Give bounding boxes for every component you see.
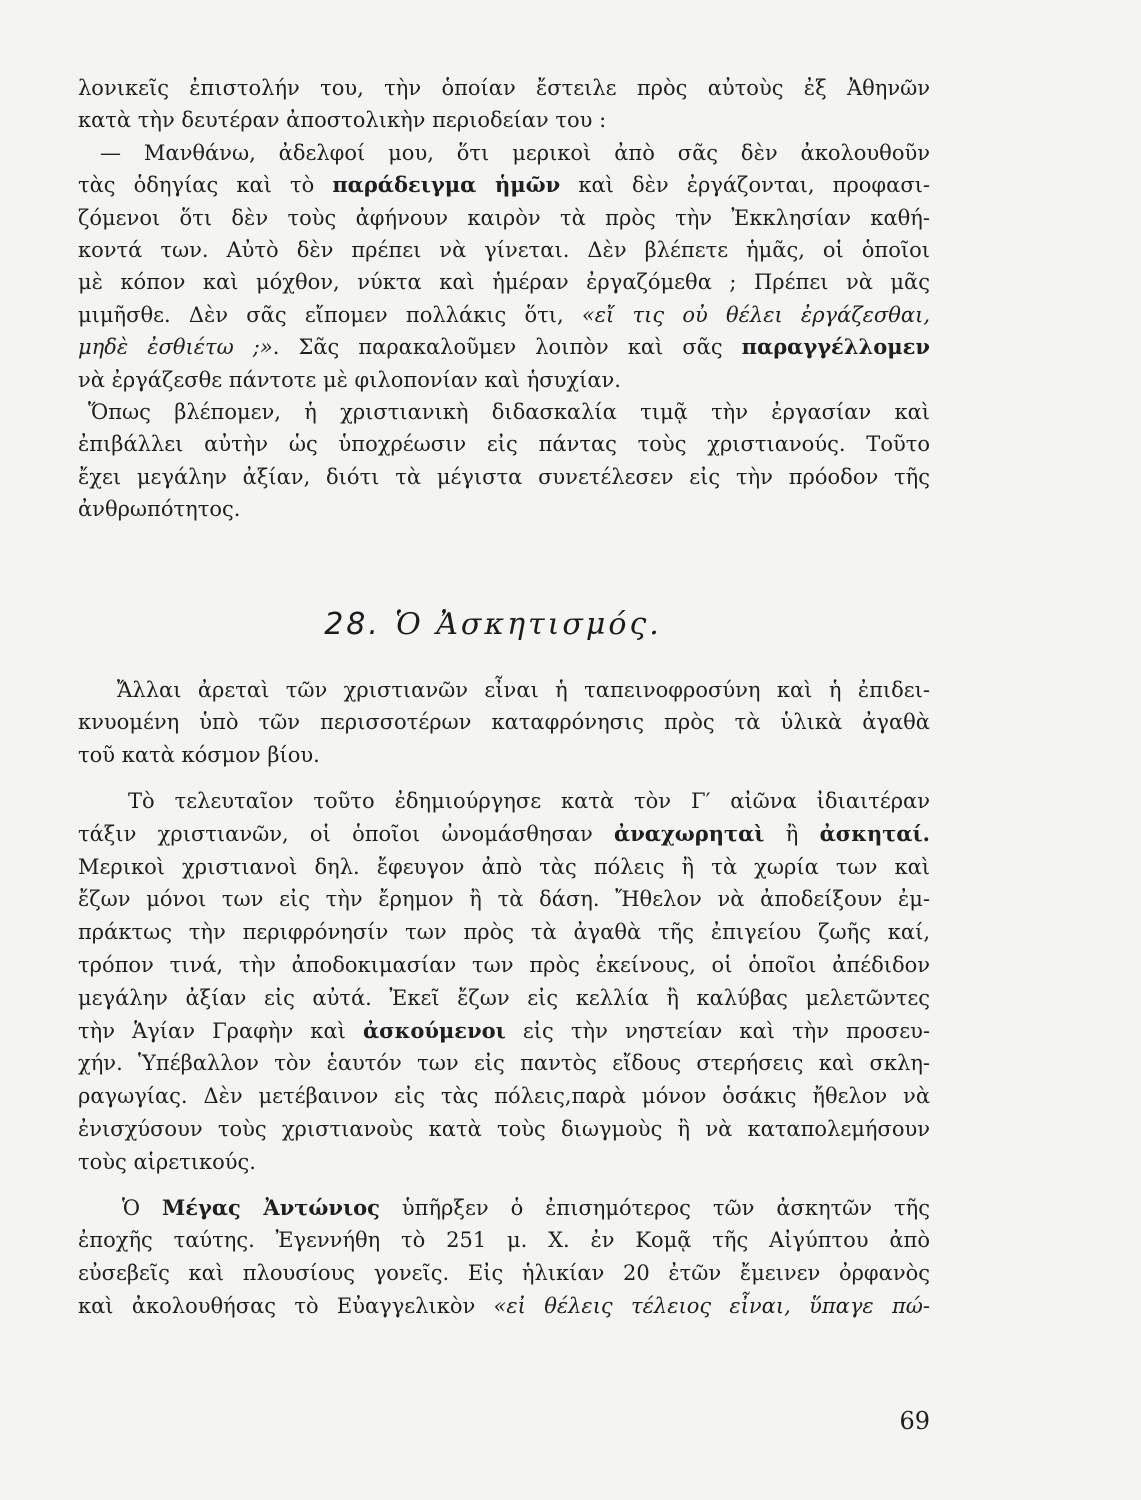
text-segment: — Μανθάνω, ἀδελφοί μου, ὅτι μερικοὶ ἀπὸ σᾶς δὲν ἀκολουθοῦν: [100, 140, 930, 165]
bold-text: ἀσκηταί.: [819, 820, 930, 846]
chapter-number: 28.: [324, 607, 381, 642]
text-line: [78, 1080, 930, 1113]
text-line: [78, 1015, 930, 1048]
paragraph: [78, 72, 930, 137]
text-segment: μιμῆσθε. Δὲν σᾶς εἴπομεν πολλάκις ὅτι,: [78, 302, 582, 327]
text-line: [78, 1290, 930, 1323]
text-segment: μὲ κόπον καὶ μόχθον, νύκτα καὶ ἡμέραν ἐργαζόμεθα ; Πρέπει νὰ μᾶς: [78, 270, 930, 295]
text-line: [78, 104, 930, 136]
text-segment: ἀνθρωπότητος.: [78, 497, 241, 522]
text-segment: ἔχει μεγάλην ἀξίαν, διότι τὰ μέγιστα συνετέλεσεν εἰς τὴν πρόοδον τῆς: [78, 464, 930, 489]
text-line: [78, 818, 930, 851]
paragraph: [78, 396, 930, 526]
text-segment: Ἄλλαι ἀρεταὶ τῶν χριστιανῶν εἶναι ἡ ταπεινοφροσύνη καὶ ἡ ἐπιδει-: [117, 677, 930, 702]
text-segment: τάξιν χριστιανῶν, οἱ ὁποῖοι ὠνομάσθησαν: [78, 821, 615, 846]
text-line: [78, 169, 930, 201]
text-segment: ἐπιβάλλει αὐτὴν ὡς ὑποχρέωσιν εἰς πάντας τοὺς χριστιανούς. Τοῦτο: [78, 432, 930, 457]
text-line: [78, 674, 930, 707]
text-segment: χήν. Ὑπέβαλλον τὸν ἑαυτόν των εἰς παντὸς εἴδους στερήσεις καὶ σκλη-: [78, 1051, 930, 1076]
text-segment: Ὅπως βλέπομεν, ἡ χριστιανικὴ διδασκαλία τιμᾷ τὴν ἐργασίαν καὶ: [88, 399, 930, 424]
text-line: [78, 493, 930, 525]
bold-text: ἀναχωρηταὶ: [614, 820, 765, 846]
text-line: [78, 72, 930, 104]
bold-text: παραγγέλλομεν: [741, 334, 930, 360]
text-line: [78, 739, 930, 772]
italic-quote: «εἴ τις οὐ θέλει ἐργάζεσθαι,: [581, 302, 930, 327]
text-segment: τὴν Ἁγίαν Γραφὴν καὶ: [78, 1018, 363, 1043]
page-number: 69: [899, 1407, 930, 1435]
text-segment: καὶ δὲν ἐργάζονται, προφασι-: [560, 173, 930, 198]
text-segment: . Σᾶς παρακαλοῦμεν λοιπὸν καὶ σᾶς: [272, 335, 742, 360]
text-line: [78, 137, 930, 169]
text-segment: ἔζων μόνοι των εἰς τὴν ἔρημον ἢ τὰ δάση. Ἤθελον νὰ ἀποδείξουν ἐμ-: [78, 887, 930, 912]
text-line: [78, 949, 930, 982]
text-segment: πράκτως τὴν περιφρόνησίν των πρὸς τὰ ἀγαθὰ τῆς ἐπιγείου ζωῆς καί,: [78, 920, 930, 945]
text-line: [78, 916, 930, 949]
text-segment: τρόπον τινά, τὴν ἀποδοκιμασίαν των πρὸς ἐκείνους, οἱ ὁποῖοι ἀπέδιδον: [78, 952, 930, 977]
text-line: [78, 1047, 930, 1080]
text-segment: Μερικοὶ χριστιανοὶ δηλ. ἔφευγον ἀπὸ τὰς πόλεις ἢ τὰ χωρία των καὶ: [78, 854, 930, 879]
text-line: [78, 883, 930, 916]
text-line: [78, 706, 930, 739]
text-line: [78, 1113, 930, 1146]
text-line: [78, 428, 930, 460]
upper-text-block: [78, 72, 930, 525]
bold-text: Μέγας Ἀντώνιος: [162, 1194, 380, 1220]
text-segment: Ὁ: [122, 1195, 163, 1220]
text-line: [78, 785, 930, 818]
text-line: [78, 461, 930, 493]
paragraph: [78, 1192, 930, 1323]
italic-quote: μηδὲ ἐσθιέτω ;»: [78, 335, 273, 360]
chapter-heading: [78, 600, 908, 650]
text-segment: κατὰ τὴν δευτέραν ἀποστολικὴν περιοδείαν του :: [78, 108, 607, 133]
text-line: [78, 1192, 930, 1225]
text-line: [78, 364, 930, 396]
lower-text-block: [78, 674, 930, 1323]
text-line: [78, 331, 930, 363]
text-segment: νὰ ἐργάζεσθε πάντοτε μὲ φιλοπονίαν καὶ ἡσυχίαν.: [78, 367, 621, 392]
italic-quote: «εἰ θέλεις τέλειος εἶναι, ὕπαγε πώ-: [493, 1293, 930, 1318]
text-segment: ἐνισχύσουν τοὺς χριστιανοὺς κατὰ τοὺς διωγμοὺς ἢ νὰ καταπολεμήσουν: [78, 1116, 930, 1141]
bold-text: ἀσκούμενοι: [362, 1017, 506, 1043]
text-segment: εἰς τὴν νηστείαν καὶ τὴν προσευ-: [505, 1018, 930, 1043]
text-segment: ραγωγίας. Δὲν μετέβαινον εἰς τὰς πόλεις,παρὰ μόνον ὁσάκις ἤθελον νὰ: [78, 1084, 930, 1109]
text-line: [78, 202, 930, 234]
text-segment: καὶ ἀκολουθήσας τὸ Εὐαγγελικὸν: [78, 1293, 494, 1318]
text-segment: μεγάλην ἀξίαν εἰς αὐτά. Ἐκεῖ ἔζων εἰς κελλία ἢ καλύβας μελετῶντες: [78, 985, 930, 1010]
text-line: [78, 299, 930, 331]
text-segment: Τὸ τελευταῖον τοῦτο ἐδημιούργησε κατὰ τὸν Γ′ αἰῶνα ἰδιαιτέραν: [128, 788, 930, 813]
text-segment: τὰς ὁδηγίας καὶ τὸ: [78, 173, 333, 198]
text-line: [78, 1257, 930, 1290]
text-segment: εὐσεβεῖς καὶ πλουσίους γονεῖς. Εἰς ἡλικίαν 20 ἐτῶν ἔμεινεν ὀρφανὸς: [78, 1261, 930, 1286]
text-line: [78, 982, 930, 1015]
text-segment: ἢ: [764, 821, 820, 846]
text-line: [78, 1224, 930, 1257]
text-segment: ὑπῆρξεν ὁ ἐπισημότερος τῶν ἀσκητῶν τῆς: [379, 1195, 930, 1220]
text-line: [78, 396, 930, 428]
chapter-title: Ὁ Ἀσκητισμός.: [394, 607, 662, 642]
text-segment: ζόμενοι ὅτι δὲν τοὺς ἀφήνουν καιρὸν τὰ πρὸς τὴν Ἐκκλησίαν καθή-: [78, 205, 930, 230]
text-segment: κοντά των. Αὐτὸ δὲν πρέπει νὰ γίνεται. Δὲν βλέπετε ἡμᾶς, οἱ ὁποῖοι: [78, 237, 930, 262]
text-line: [78, 1146, 930, 1179]
bold-text: παράδειγμα ἡμῶν: [332, 172, 561, 198]
text-segment: ἐποχῆς ταύτης. Ἐγεννήθη τὸ 251 μ. Χ. ἐν Κομᾷ τῆς Αἰγύπτου ἀπὸ: [78, 1228, 930, 1253]
paragraph: [78, 137, 930, 396]
text-segment: τοῦ κατὰ κόσμον βίου.: [78, 743, 320, 768]
text-segment: λονικεῖς ἐπιστολήν του, τὴν ὁποίαν ἔστειλε πρὸς αὐτοὺς ἐξ Ἀθηνῶν: [78, 76, 930, 100]
text-line: [78, 266, 930, 298]
paragraph: [78, 785, 930, 1179]
text-segment: κνυομένη ὑπὸ τῶν περισσοτέρων καταφρόνησις πρὸς τὰ ὑλικὰ ἀγαθὰ: [78, 710, 930, 735]
text-line: [78, 851, 930, 884]
text-segment: τοὺς αἱρετικούς.: [78, 1149, 256, 1174]
text-line: [78, 234, 930, 266]
paragraph: [78, 674, 930, 772]
